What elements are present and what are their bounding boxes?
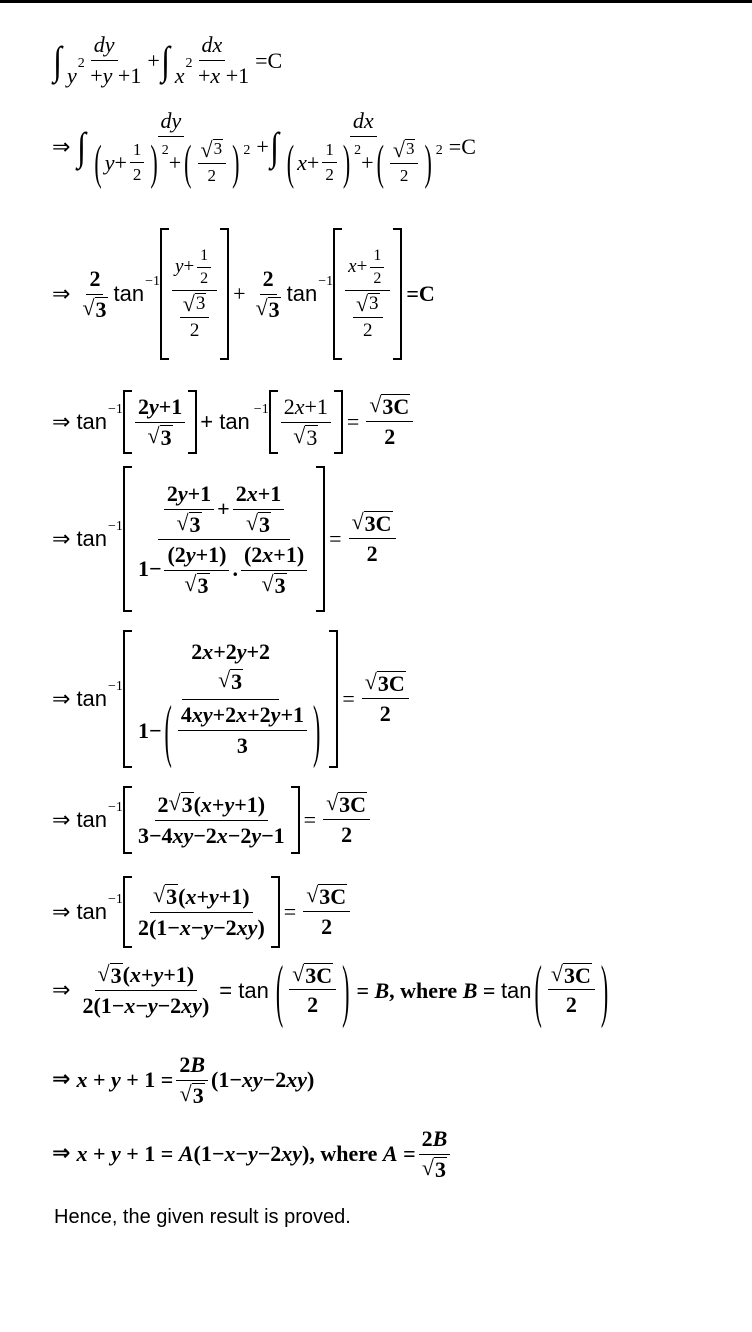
top-rule [0,0,752,3]
equation-line-8: ⇒ tan −1 √ 3 ( x + y +1) 2(1− x − y −2 xy ) = √ 3C 2 [52,876,353,948]
equation-line-1: ∫ dy y 2 + y +1 + ∫ dx x 2 + x +1 =C [53,32,283,88]
equation-line-10: ⇒ x + y + 1 = 2 B √ 3 (1−xy−2xy) [52,1052,315,1108]
equation-line-2: ⇒ ∫ dy ( y + $\frac{1}{2}$ ) 2 + ( √ 3 2 ) 2 + ∫ dx ( x + $\frac{1}{2}$ ) 2 + ( √ 3 2 ) 2 =C [52,108,476,189]
equation-line-3: ⇒ 2 √ 3 tan −1 y + $\frac{1}{2}$ √ 3 2 + 2 √ 3 tan −1 x + $\frac{1}{2}$ √ 3 2 =C [52,228,435,360]
equation-line-11: ⇒ x + y + 1 = A(1−x−y−2xy), where A = 2 B √ 3 [52,1126,453,1181]
equation-line-7: ⇒ tan −1 2 √ 3 ( x + y +1) 3−4 xy −2 x −2 y −1 = √ 3C 2 [52,786,373,854]
equation-line-5: ⇒ tan −1 2 y +1 √ 3 + 2 x +1 √ 3 1− (2 y +1) √ 3 . (2 x +1) √ 3 = √ 3C 2 [52,466,399,612]
equation-line-9: ⇒ √ 3 ( x + y +1) 2(1− x − y −2 xy ) = tan ( √ 3C 2 ) = B, where B = tan ( √ 3C 2 ) [52,948,609,1029]
equation-line-6: ⇒ tan −1 2 x +2 y +2 √ 3 1− ( 4 xy +2 x +2 y +1 3 ) = √ 3C 2 [52,630,412,768]
equation-line-4: ⇒ tan −1 2 y +1 √ 3 + tan −1 2 x +1 √ 3 = √ 3C 2 [52,390,416,454]
conclusion-text: Hence, the given result is proved. [54,1206,351,1228]
